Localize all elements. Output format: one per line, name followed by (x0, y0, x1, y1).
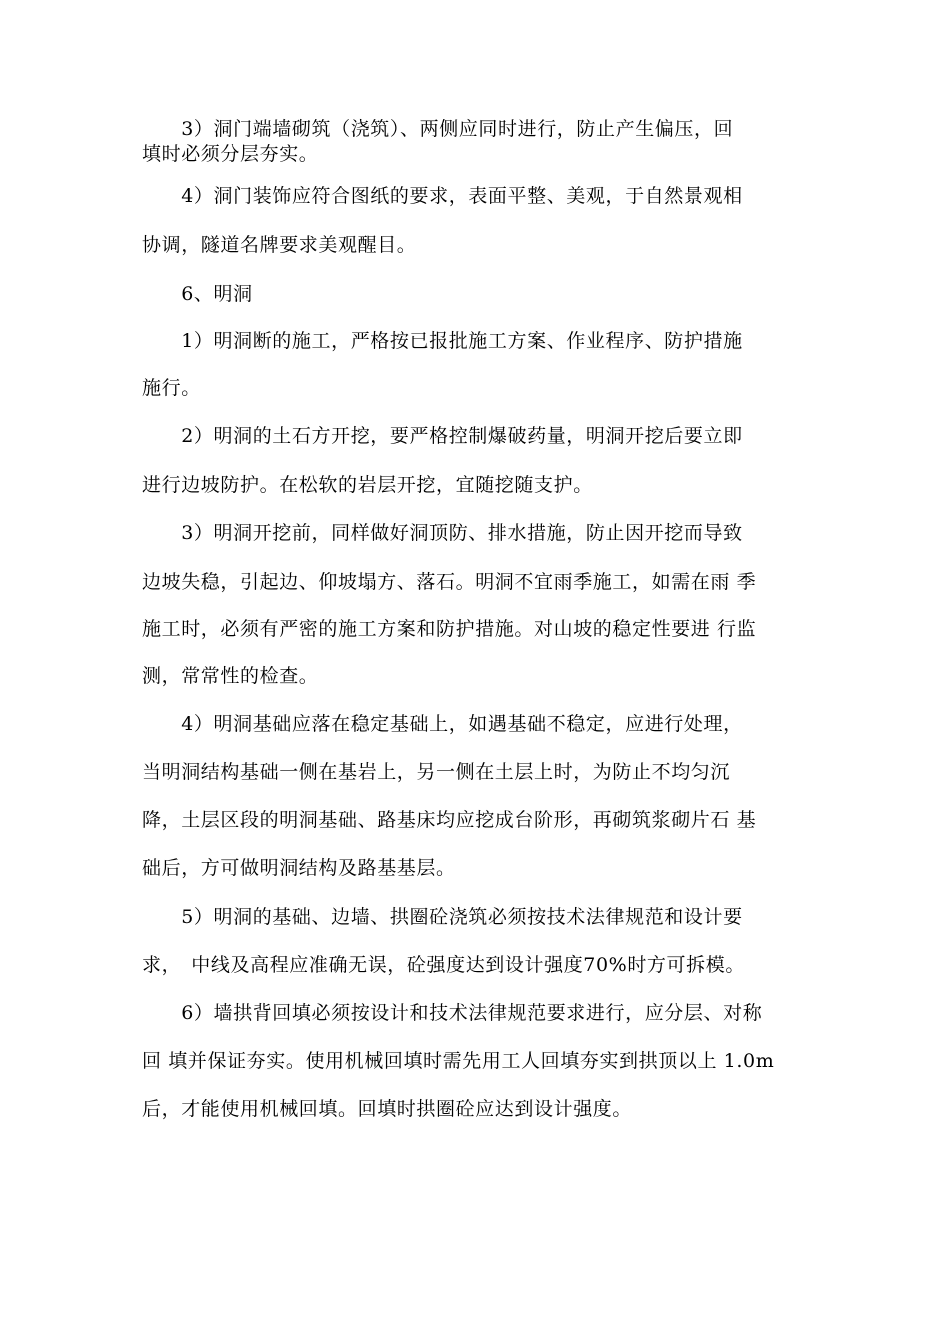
text-line: 进行边坡防护。在松软的岩层开挖，宜随挖随支护。 (142, 474, 593, 496)
text-line: 础后，方可做明洞结构及路基基层。 (142, 857, 456, 879)
text-line: 1）明洞断的施工，严格按已报批施工方案、作业程序、防护措施 (142, 330, 743, 352)
text-line: 2）明洞的土石方开挖，要严格控制爆破药量，明洞开挖后要立即 (142, 425, 743, 447)
text-line: 当明洞结构基础一侧在基岩上，另一侧在土层上时，为防止不均匀沉 (142, 761, 731, 783)
text-line: 测，常常性的检查。 (142, 665, 319, 687)
section-heading: 6、明洞 (142, 283, 253, 305)
text-line: 5）明洞的基础、边墙、拱圈砼浇筑必须按技术法律规范和设计要 (142, 906, 743, 928)
text-line: 降，土层区段的明洞基础、路基床均应挖成台阶形，再砌筑浆砌片石 基 (142, 809, 757, 831)
text-line: 3）明洞开挖前，同样做好洞顶防、排水措施，防止因开挖而导致 (142, 522, 743, 544)
text-line: 施行。 (142, 377, 201, 399)
text-line: 求， 中线及高程应准确无误，砼强度达到设计强度70%时方可拆模。 (142, 954, 745, 976)
text-line: 协调，隧道名牌要求美观醒目。 (142, 234, 417, 256)
text-line: 3）洞门端墙砌筑（浇筑）、两侧应同时进行，防止产生偏压，回 (142, 118, 734, 140)
text-line: 填时必须分层夯实。 (142, 143, 319, 165)
text-line: 回 填并保证夯实。使用机械回填时需先用工人回填夯实到拱顶以上 1.0m (142, 1050, 775, 1072)
text-line: 4）洞门装饰应符合图纸的要求，表面平整、美观，于自然景观相 (142, 185, 743, 207)
text-line: 4）明洞基础应落在稳定基础上，如遇基础不稳定，应进行处理， (142, 713, 743, 735)
text-line: 后，才能使用机械回填。回填时拱圈砼应达到设计强度。 (142, 1098, 633, 1120)
text-line: 边坡失稳，引起边、仰坡塌方、落石。明洞不宜雨季施工，如需在雨 季 (142, 571, 757, 593)
text-line: 6）墙拱背回填必须按设计和技术法律规范要求进行，应分层、对称 (142, 1002, 763, 1024)
text-line: 施工时，必须有严密的施工方案和防护措施。对山坡的稳定性要进 行监 (142, 618, 757, 640)
